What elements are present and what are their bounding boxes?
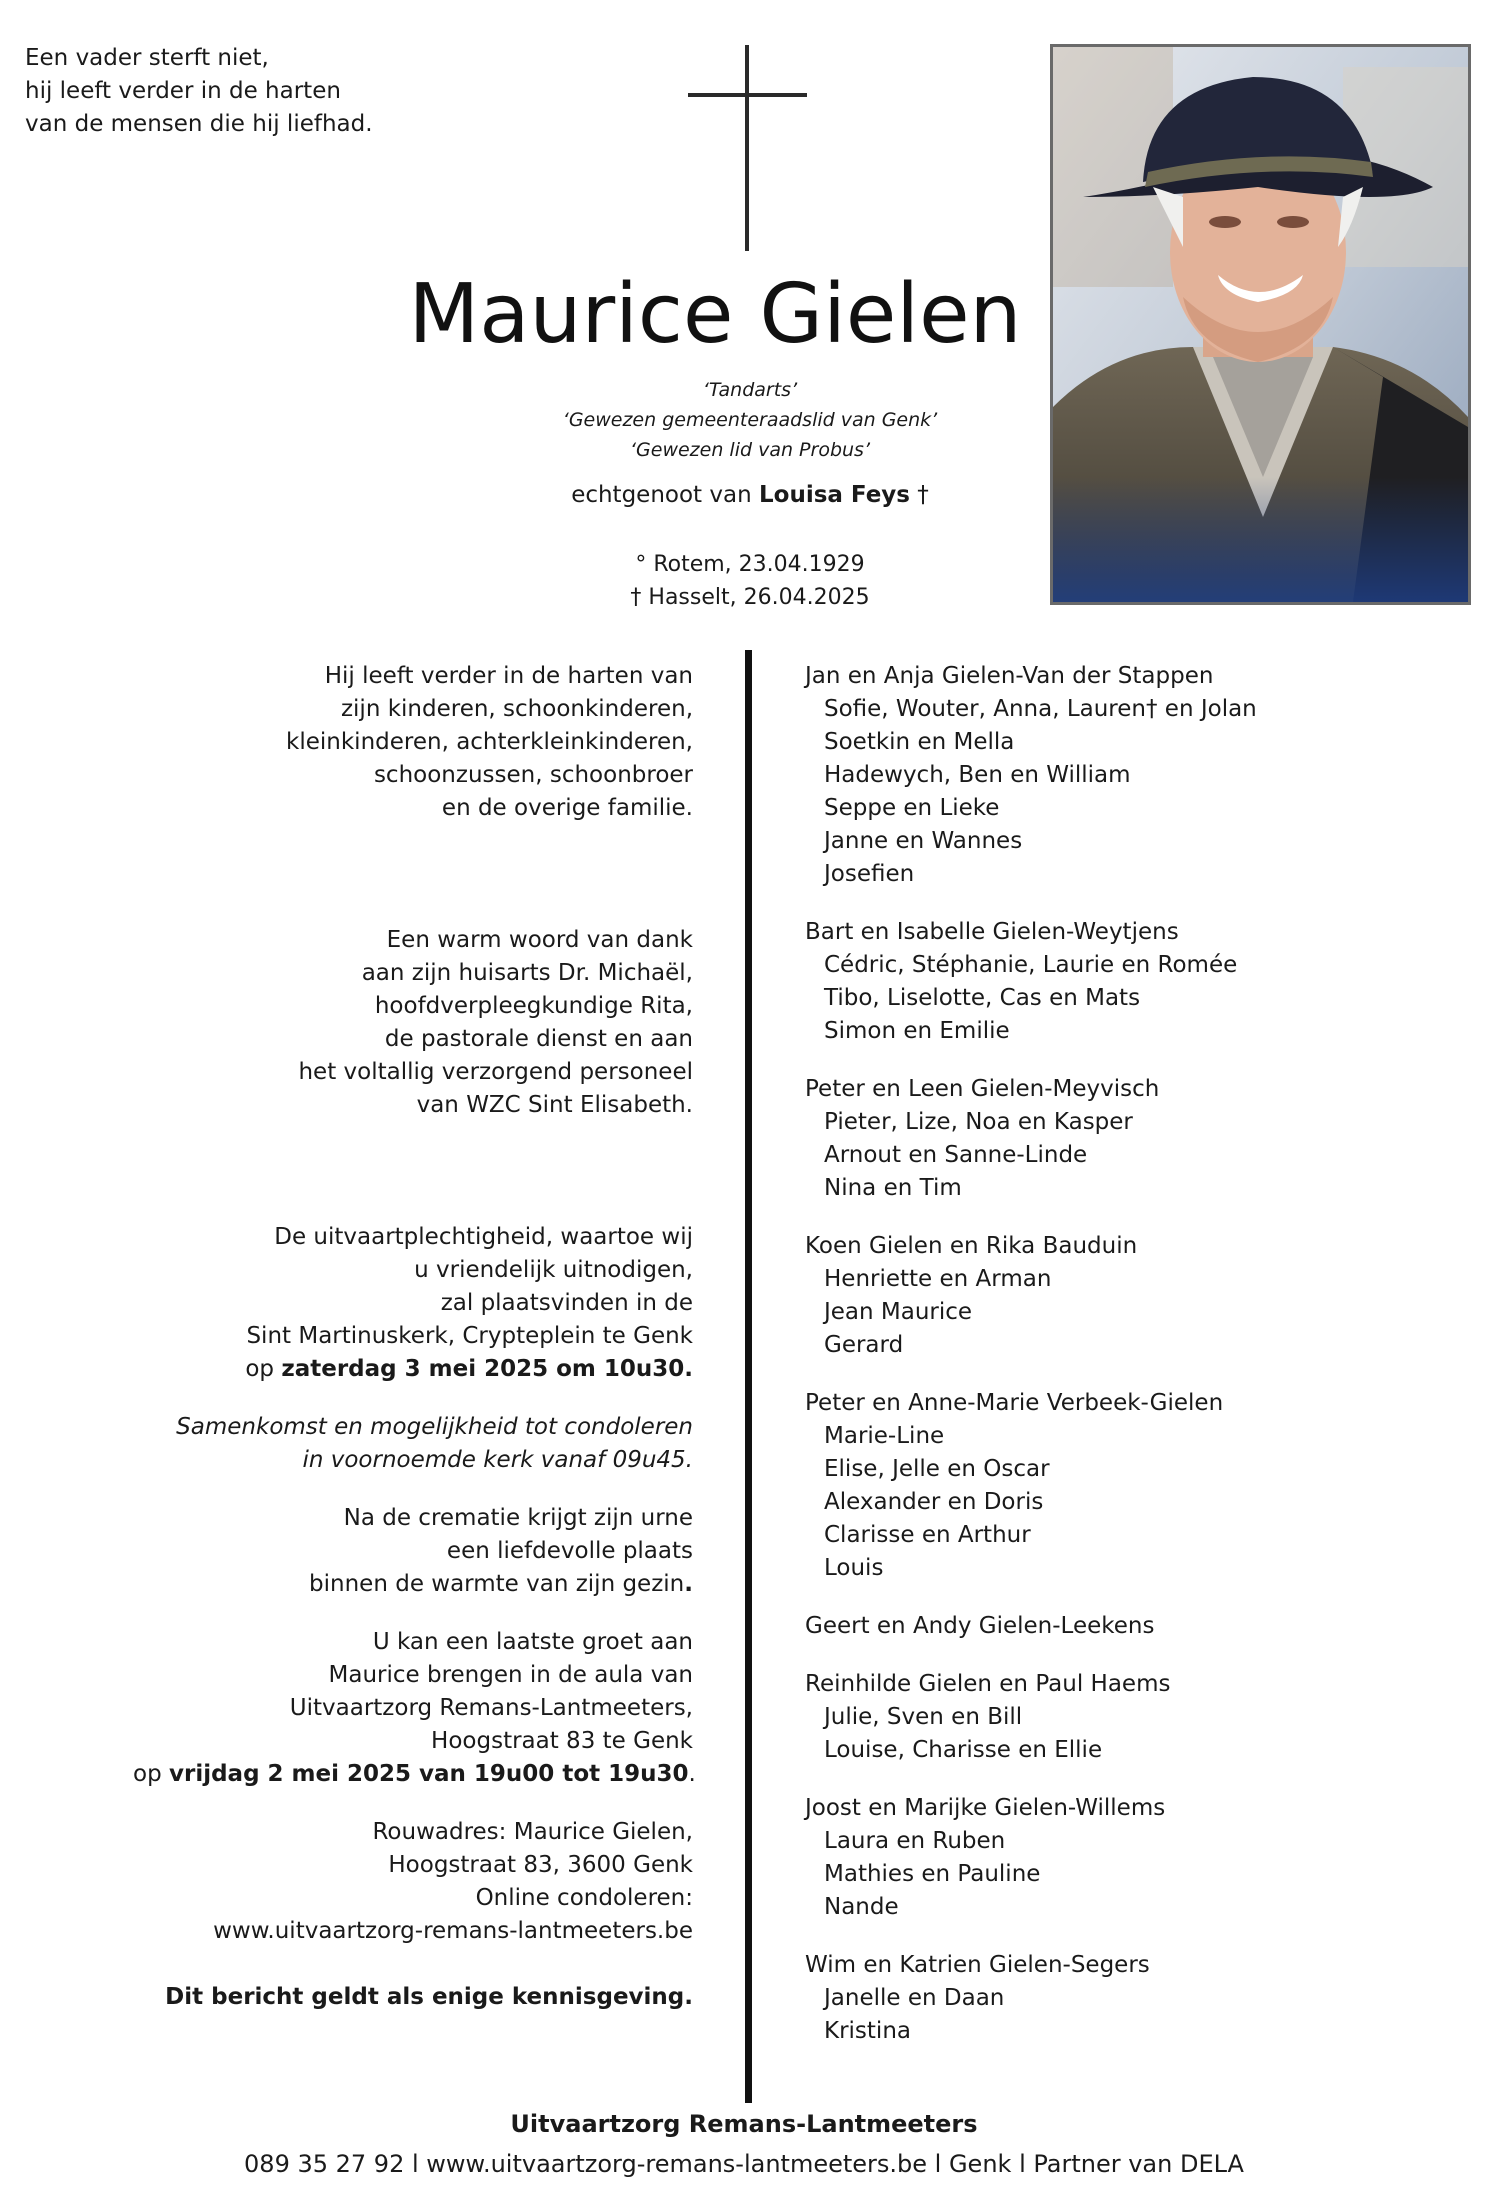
- gathering-text: in voornoemde kerk vanaf 09u45.: [302, 1447, 693, 1473]
- family-group: [805, 1073, 1465, 1205]
- family-child-line: Simon en Emilie: [824, 1018, 1010, 1044]
- spouse-suffix: †: [909, 482, 929, 508]
- visit-date-suffix: .: [688, 1761, 696, 1787]
- ceremony-date-line: [133, 1353, 693, 1386]
- family-child-line: Seppe en Lieke: [824, 795, 1000, 821]
- family-child-line: Louis: [824, 1555, 884, 1581]
- text-line: aan zijn huisarts Dr. Michaël,: [361, 960, 693, 986]
- family-head: Jan en Anja Gielen-Van der Stappen: [805, 663, 1214, 689]
- family-paragraph: [133, 660, 693, 825]
- text-line: Sint Martinuskerk, Crypteplein te Genk: [246, 1323, 693, 1349]
- text-line: Een warm woord van dank: [386, 927, 693, 953]
- ceremony-paragraph: [133, 1221, 693, 1386]
- death-date: † Hasselt, 26.04.2025: [630, 585, 870, 610]
- family-head: Peter en Leen Gielen-Meyvisch: [805, 1076, 1160, 1102]
- urn-last-text: binnen de warmte van zijn gezin: [309, 1571, 685, 1597]
- ceremony-date-prefix: op: [245, 1356, 282, 1382]
- text-line: [133, 1411, 693, 1444]
- spouse-prefix: echtgenoot van: [571, 482, 759, 508]
- family-group: [805, 1230, 1465, 1362]
- text-line: Online condoleren:: [475, 1885, 693, 1911]
- spouse-line: [500, 480, 1000, 510]
- deceased-name: Maurice Gielen: [408, 267, 1022, 362]
- cross-icon: [745, 45, 749, 251]
- gathering-text: Samenkomst en mogelijkheid tot condoleren: [176, 1414, 693, 1440]
- notice-paragraph: [133, 1981, 693, 2014]
- family-head: Bart en Isabelle Gielen-Weytjens: [805, 919, 1179, 945]
- portrait-photo: [1050, 44, 1471, 605]
- title-line: ‘Gewezen lid van Probus’: [630, 439, 870, 461]
- family-group: [805, 1792, 1465, 1924]
- text-line: Hoogstraat 83 te Genk: [431, 1728, 693, 1754]
- opening-poem: [25, 42, 373, 141]
- condolence-link[interactable]: www.uitvaartzorg-remans-lantmeeters.be: [213, 1918, 693, 1944]
- family-head: Joost en Marijke Gielen-Willems: [805, 1795, 1166, 1821]
- text-line: Hoogstraat 83, 3600 Genk: [388, 1852, 693, 1878]
- cross-icon-bar: [688, 93, 807, 97]
- text-line: hoofdverpleegkundige Rita,: [374, 993, 693, 1019]
- poem-line: Een vader sterft niet,: [25, 45, 269, 71]
- life-dates: [500, 548, 1000, 614]
- family-child-line: Tibo, Liselotte, Cas en Mats: [824, 985, 1141, 1011]
- text-line: het voltallig verzorgend personeel: [298, 1059, 693, 1085]
- family-list: [805, 660, 1465, 2073]
- text-line: schoonzussen, schoonbroer: [373, 762, 693, 788]
- spouse-name: Louisa Feys: [758, 482, 910, 508]
- visit-date-line: [133, 1758, 696, 1791]
- family-child-line: Clarisse en Arthur: [824, 1522, 1031, 1548]
- family-child-line: Nande: [824, 1894, 899, 1920]
- notice-bold: Dit bericht geldt als enige kennisgeving.: [165, 1984, 693, 2010]
- visit-date: vrijdag 2 mei 2025 van 19u00 tot 19u30: [168, 1761, 689, 1787]
- family-group: [805, 1387, 1465, 1585]
- family-child-line: Pieter, Lize, Noa en Kasper: [824, 1109, 1133, 1135]
- family-group: [805, 1610, 1465, 1643]
- poem-line: hij leeft verder in de harten: [25, 78, 341, 104]
- family-child-line: Soetkin en Mella: [824, 729, 1015, 755]
- urn-dot: .: [684, 1571, 693, 1597]
- notice-text: [133, 1981, 693, 2014]
- family-child-line: Sofie, Wouter, Anna, Lauren† en Jolan: [824, 696, 1257, 722]
- family-head: Koen Gielen en Rika Bauduin: [805, 1233, 1138, 1259]
- address-paragraph: [133, 1816, 693, 1948]
- family-child-line: Josefien: [824, 861, 915, 887]
- text-line: Hij leeft verder in de harten van: [324, 663, 693, 689]
- text-line: [133, 1444, 693, 1477]
- family-group: [805, 916, 1465, 1048]
- family-child-line: Gerard: [824, 1332, 904, 1358]
- text-line: [133, 1568, 693, 1601]
- family-child-line: Laura en Ruben: [824, 1828, 1006, 1854]
- gathering-paragraph: [133, 1411, 693, 1477]
- family-child-line: Kristina: [824, 2018, 911, 2044]
- text-line: Na de crematie krijgt zijn urne: [343, 1505, 693, 1531]
- text-line: Uitvaartzorg Remans-Lantmeeters,: [289, 1695, 693, 1721]
- text-line: en de overige familie.: [441, 795, 693, 821]
- poem-line: van de mensen die hij liefhad.: [25, 111, 373, 137]
- title-line: ‘Gewezen gemeenteraadslid van Genk’: [562, 409, 938, 431]
- family-child-line: Julie, Sven en Bill: [824, 1704, 1023, 1730]
- family-child-line: Cédric, Stéphanie, Laurie en Romée: [824, 952, 1238, 978]
- text-line: Maurice brengen in de aula van: [328, 1662, 693, 1688]
- family-head: Geert en Andy Gielen-Leekens: [805, 1613, 1155, 1639]
- family-child-line: Elise, Jelle en Oscar: [824, 1456, 1050, 1482]
- family-child-line: Arnout en Sanne-Linde: [824, 1142, 1088, 1168]
- family-child-line: Janelle en Daan: [824, 1985, 1005, 2011]
- family-head: Reinhilde Gielen en Paul Haems: [805, 1671, 1171, 1697]
- text-line: zijn kinderen, schoonkinderen,: [340, 696, 693, 722]
- text-line: kleinkinderen, achterkleinkinderen,: [286, 729, 693, 755]
- family-child-line: Hadewych, Ben en William: [824, 762, 1131, 788]
- family-group: [805, 1668, 1465, 1767]
- family-head: Wim en Katrien Gielen-Segers: [805, 1952, 1150, 1978]
- text-line: De uitvaartplechtigheid, waartoe wij: [274, 1224, 693, 1250]
- family-group: [805, 1949, 1465, 2048]
- text-line: de pastorale dienst en aan: [384, 1026, 693, 1052]
- text-line: zal plaatsvinden in de: [440, 1290, 693, 1316]
- family-head: Peter en Anne-Marie Verbeek-Gielen: [805, 1390, 1224, 1416]
- urn-paragraph: [133, 1502, 693, 1601]
- announcement-text: [133, 660, 696, 2014]
- text-line: van WZC Sint Elisabeth.: [416, 1092, 693, 1118]
- title-line: ‘Tandarts’: [702, 379, 798, 401]
- visit-paragraph: [133, 1626, 696, 1791]
- funeral-home-name: Uitvaartzorg Remans-Lantmeeters: [510, 2110, 978, 2138]
- birth-date: ° Rotem, 23.04.1929: [635, 552, 865, 577]
- family-group: [805, 660, 1465, 891]
- thanks-paragraph: [133, 924, 693, 1122]
- ceremony-date: zaterdag 3 mei 2025 om 10u30.: [281, 1356, 693, 1382]
- family-child-line: Louise, Charisse en Ellie: [824, 1737, 1103, 1763]
- deceased-titles: [500, 375, 1000, 465]
- text-line: een liefdevolle plaats: [446, 1538, 693, 1564]
- family-child-line: Jean Maurice: [824, 1299, 973, 1325]
- family-child-line: Nina en Tim: [824, 1175, 962, 1201]
- family-child-line: Henriette en Arman: [824, 1266, 1052, 1292]
- funeral-home-contact: 089 35 27 92 l www.uitvaartzorg-remans-lantmeeters.be l Genk l Partner van DELA: [244, 2150, 1244, 2178]
- text-line: u vriendelijk uitnodigen,: [414, 1257, 693, 1283]
- family-child-line: Marie-Line: [824, 1423, 945, 1449]
- visit-date-prefix: op: [133, 1761, 169, 1787]
- text-line: U kan een laatste groet aan: [372, 1629, 693, 1655]
- family-child-line: Mathies en Pauline: [824, 1861, 1041, 1887]
- column-divider: [745, 650, 752, 2103]
- family-child-line: Alexander en Doris: [824, 1489, 1044, 1515]
- family-child-line: Janne en Wannes: [824, 828, 1023, 854]
- text-line: Rouwadres: Maurice Gielen,: [372, 1819, 693, 1845]
